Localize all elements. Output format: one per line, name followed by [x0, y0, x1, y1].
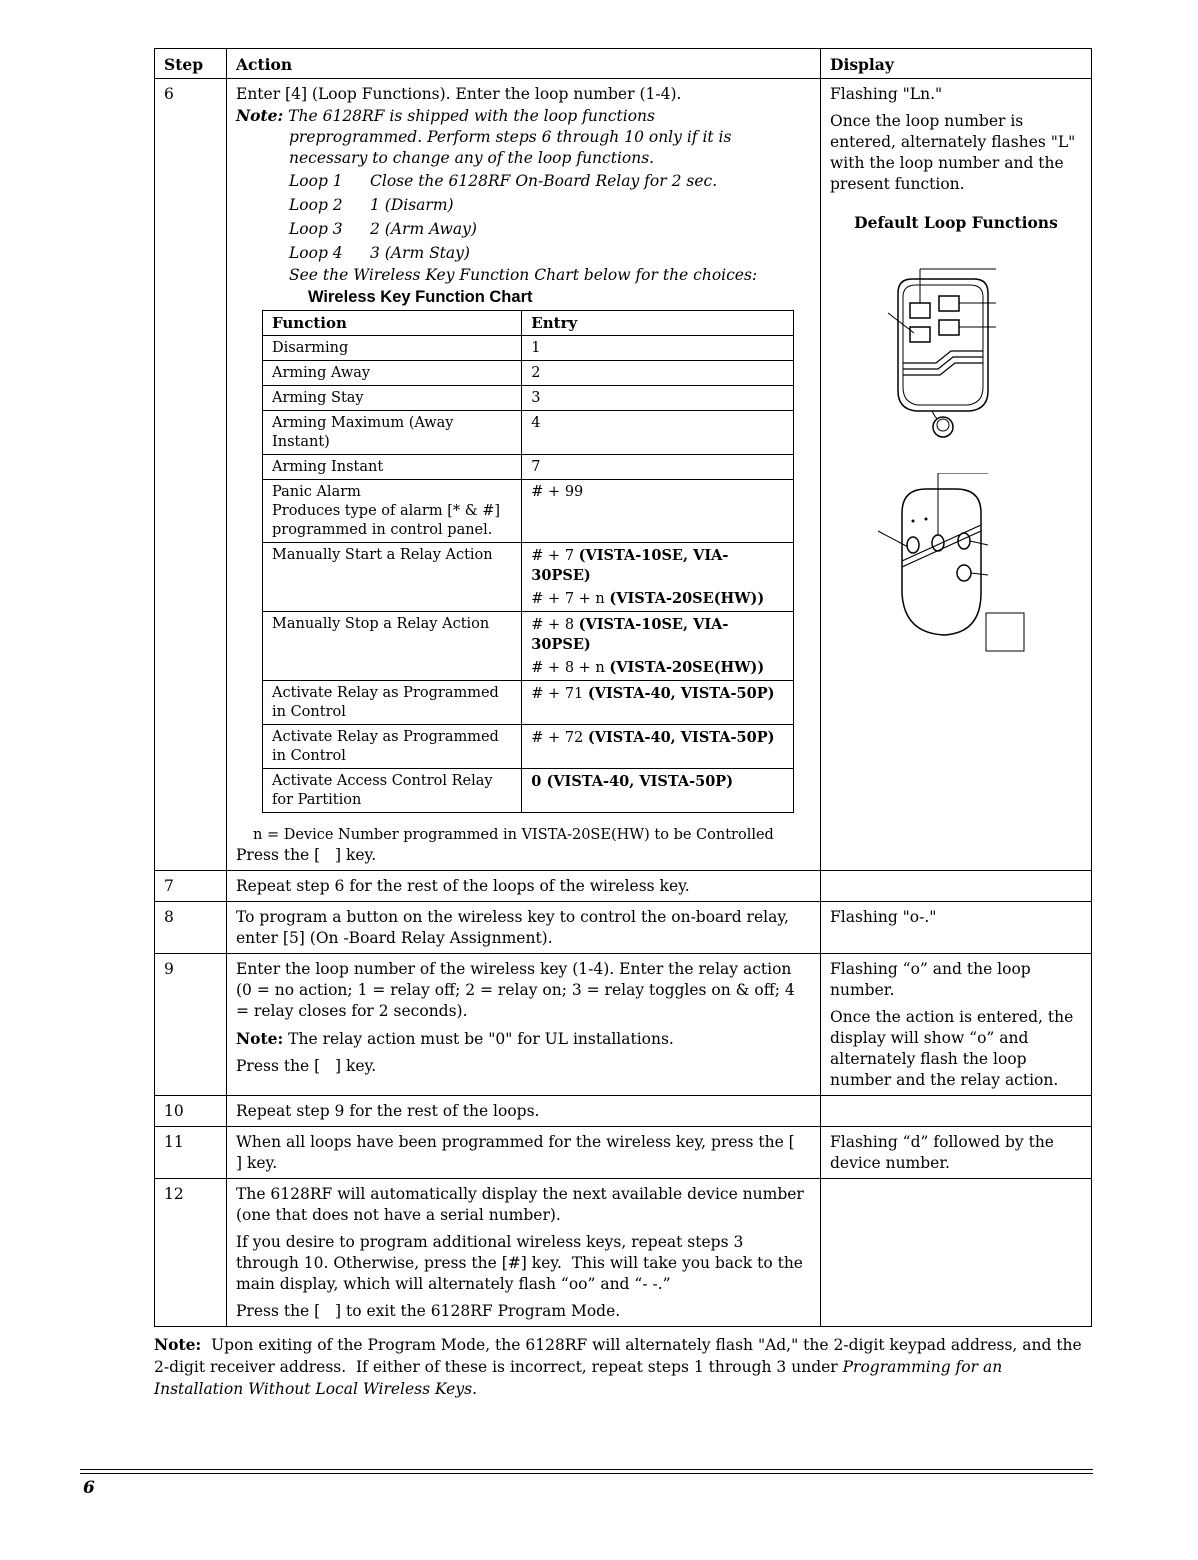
chart-function: Manually Stop a Relay Action: [263, 612, 522, 681]
chart-row: [263, 336, 794, 361]
step-display: Flashing "o-.": [821, 902, 1092, 954]
chart-row: [263, 769, 794, 813]
step-number: 12: [155, 1179, 227, 1327]
chart-entry: [522, 681, 794, 725]
display-text: Once the action is entered, the display will show “o” and alternately flash the loop number and the relay action.: [830, 1008, 1074, 1089]
step-display: [821, 954, 1092, 1096]
chart-row: [263, 725, 794, 769]
chart-function: [263, 480, 522, 543]
note-text: The 6128RF is shipped with the loop functions: [283, 107, 655, 125]
step-number: 6: [155, 79, 227, 871]
entry-models: (VISTA-20SE(HW)): [609, 659, 765, 676]
see-chart-text: See the Wireless Key Function Chart below for the choices:: [289, 266, 758, 284]
chart-row: [263, 480, 794, 543]
chart-header-entry: Entry: [522, 311, 794, 336]
device-number-note: n = Device Number programmed in VISTA-20SE(HW) to be Controlled: [253, 827, 774, 843]
entry-code: # + 71: [531, 686, 588, 702]
chart-entry: [522, 543, 794, 612]
chart-row: [263, 411, 794, 455]
chart-entry: 1: [522, 336, 794, 361]
chart-entry: 7: [522, 455, 794, 480]
step-action: [227, 954, 821, 1096]
default-loop-list: [236, 169, 811, 265]
step-number: 7: [155, 871, 227, 902]
chart-row: [263, 455, 794, 480]
chart-function-sub: Produces type of alarm [* & #] programmed in control panel.: [272, 503, 501, 538]
action-text: Enter the loop number of the wireless key (1-4). Enter the relay action (0 = no action; 1 = relay off; 2 = relay on; 3 = relay toggles on & off; 4 = relay closes for 2 seconds).: [236, 960, 795, 1020]
exit-program-note: [154, 1334, 1094, 1400]
entry-code: # + 72: [531, 730, 588, 746]
step-display: [821, 79, 1092, 871]
loop-function: Close the 6128RF On-Board Relay for 2 sec.: [370, 172, 718, 190]
chart-function: Activate Relay as Programmed in Control: [263, 681, 522, 725]
note-text: Upon exiting of the Program Mode, the 6128RF will alternately flash "Ad," the 2-digit keypad address, and the 2-digit receiver address. If either of these is incorrect, repeat steps 1 through 3 under: [154, 1336, 1087, 1376]
chart-function-main: Panic Alarm: [272, 484, 361, 500]
chart-function: Manually Start a Relay Action: [263, 543, 522, 612]
step-action: Repeat step 9 for the rest of the loops.: [227, 1096, 821, 1127]
loop-row: [289, 217, 811, 241]
chart-function: Arming Stay: [263, 386, 522, 411]
chart-entry-line: [531, 658, 784, 678]
entry-code: # + 8 + n: [531, 660, 610, 676]
footer-rule: [80, 1469, 1093, 1470]
step-number: 9: [155, 954, 227, 1096]
chart-row: [263, 612, 794, 681]
loop-name: Loop 2: [289, 196, 343, 214]
chart-entry: 2: [522, 361, 794, 386]
chart-entry-line: [531, 546, 784, 586]
step-display: Flashing “d” followed by the device number.: [821, 1127, 1092, 1179]
chart-row: [263, 681, 794, 725]
entry-code: # + 8: [531, 617, 579, 633]
loop-name: Loop 4: [289, 244, 343, 262]
loop-note: [236, 105, 811, 127]
chart-header-function: Function: [263, 311, 522, 336]
note-label: Note:: [236, 106, 284, 125]
loop-function: 1 (Disarm): [370, 196, 454, 214]
chart-entry: 3: [522, 386, 794, 411]
chart-entry: [522, 725, 794, 769]
chart-entry: [522, 612, 794, 681]
chart-entry-line: [531, 615, 784, 655]
chart-title: Wireless Key Function Chart: [308, 288, 533, 306]
entry-models: (VISTA-40, VISTA-50P): [587, 729, 775, 746]
action-text: If you desire to program additional wireless keys, repeat steps 3 through 10. Otherwise, press the [#] key. This will take you back to the main display, which will alternately flash “oo” and “- -.”: [236, 1233, 808, 1293]
note-line-2: preprogrammed. Perform steps 6 through 10 only if it is: [289, 128, 732, 146]
entry-code: 0: [531, 773, 547, 790]
note-label: Note:: [154, 1335, 202, 1354]
entry-models: (VISTA-10SE, VIA-30PSE): [531, 547, 729, 584]
chart-function: Activate Access Control Relay for Partition: [263, 769, 522, 813]
loop-name: Loop 3: [289, 220, 343, 238]
page-number: 6: [83, 1478, 95, 1498]
four-button-key-fob-illustration: [876, 249, 1026, 439]
chart-function: Disarming: [263, 336, 522, 361]
chart-row: [263, 361, 794, 386]
entry-models: (VISTA-20SE(HW)): [609, 590, 765, 607]
header-action: Action: [227, 49, 821, 79]
chart-function: Arming Instant: [263, 455, 522, 480]
chart-entry: [522, 769, 794, 813]
loop-function: 3 (Arm Stay): [370, 244, 470, 262]
loop-row: [289, 169, 811, 193]
press-key-text: Press the [ ] key.: [236, 1057, 377, 1075]
table-row-step-9: [155, 954, 1092, 1096]
note-end: .: [472, 1380, 477, 1398]
programming-steps-table: [154, 48, 1092, 1327]
entry-code: # + 7 + n: [531, 591, 610, 607]
step-number: 11: [155, 1127, 227, 1179]
step-display: [821, 1096, 1092, 1127]
entry-models: (VISTA-40, VISTA-50P): [546, 773, 734, 790]
chart-function: Arming Away: [263, 361, 522, 386]
table-row-step-10: [155, 1096, 1092, 1127]
note-label: Note:: [236, 1029, 284, 1048]
note-text: The relay action must be "0" for UL installations.: [283, 1030, 674, 1048]
chart-entry: # + 99: [522, 480, 794, 543]
table-row-step-6: [155, 79, 1092, 871]
table-header-row: [155, 49, 1092, 79]
step-display: [821, 871, 1092, 902]
footer-rule: [80, 1473, 1093, 1474]
step-action: To program a button on the wireless key to control the on-board relay, enter [5] (On -Board Relay Assignment).: [227, 902, 821, 954]
note-italic-reference: Programming for an Installation Without Local Wireless Keys: [154, 1358, 1003, 1398]
step-action: [227, 79, 821, 871]
step-action: When all loops have been programmed for the wireless key, press the [ ] key.: [227, 1127, 821, 1179]
display-text: Once the loop number is entered, alternately flashes "L" with the loop number and the present function.: [830, 112, 1076, 193]
note-line-3: necessary to change any of the loop functions.: [289, 149, 655, 167]
round-button-key-fob-illustration: [876, 473, 1046, 673]
action-text: Press the [ ] to exit the 6128RF Program Mode.: [236, 1302, 621, 1320]
loop-row: [289, 241, 811, 265]
header-step: Step: [155, 49, 227, 79]
header-display: Display: [821, 49, 1092, 79]
loop-function: 2 (Arm Away): [370, 220, 477, 238]
step-action: [227, 1179, 821, 1327]
relay-note: [236, 1028, 811, 1050]
table-row-step-8: [155, 902, 1092, 954]
step-action: Repeat step 6 for the rest of the loops of the wireless key.: [227, 871, 821, 902]
step-number: 8: [155, 902, 227, 954]
default-loop-functions-title: Default Loop Functions: [854, 213, 1058, 232]
chart-function: Arming Maximum (Away Instant): [263, 411, 522, 455]
chart-entry-line: [531, 589, 784, 609]
step-number: 10: [155, 1096, 227, 1127]
chart-entry: 4: [522, 411, 794, 455]
entry-code: # + 7: [531, 548, 579, 564]
table-row-step-12: [155, 1179, 1092, 1327]
press-key-text: Press the [ ] key.: [236, 846, 377, 864]
entry-models: (VISTA-10SE, VIA-30PSE): [531, 616, 729, 653]
loop-row: [289, 193, 811, 217]
display-text: Flashing "Ln.": [830, 85, 943, 103]
table-row-step-7: [155, 871, 1092, 902]
step-display: [821, 1179, 1092, 1327]
wireless-key-function-chart: [262, 310, 794, 813]
action-text: Enter [4] (Loop Functions). Enter the loop number (1-4).: [236, 85, 682, 103]
chart-header-row: [263, 311, 794, 336]
entry-models: (VISTA-40, VISTA-50P): [587, 685, 775, 702]
display-text: Flashing “o” and the loop number.: [830, 960, 1031, 999]
table-row-step-11: [155, 1127, 1092, 1179]
chart-function: Activate Relay as Programmed in Control: [263, 725, 522, 769]
loop-name: Loop 1: [289, 172, 343, 190]
action-text: The 6128RF will automatically display the next available device number (one that does not have a serial number).: [236, 1185, 804, 1224]
chart-row: [263, 386, 794, 411]
chart-row: [263, 543, 794, 612]
